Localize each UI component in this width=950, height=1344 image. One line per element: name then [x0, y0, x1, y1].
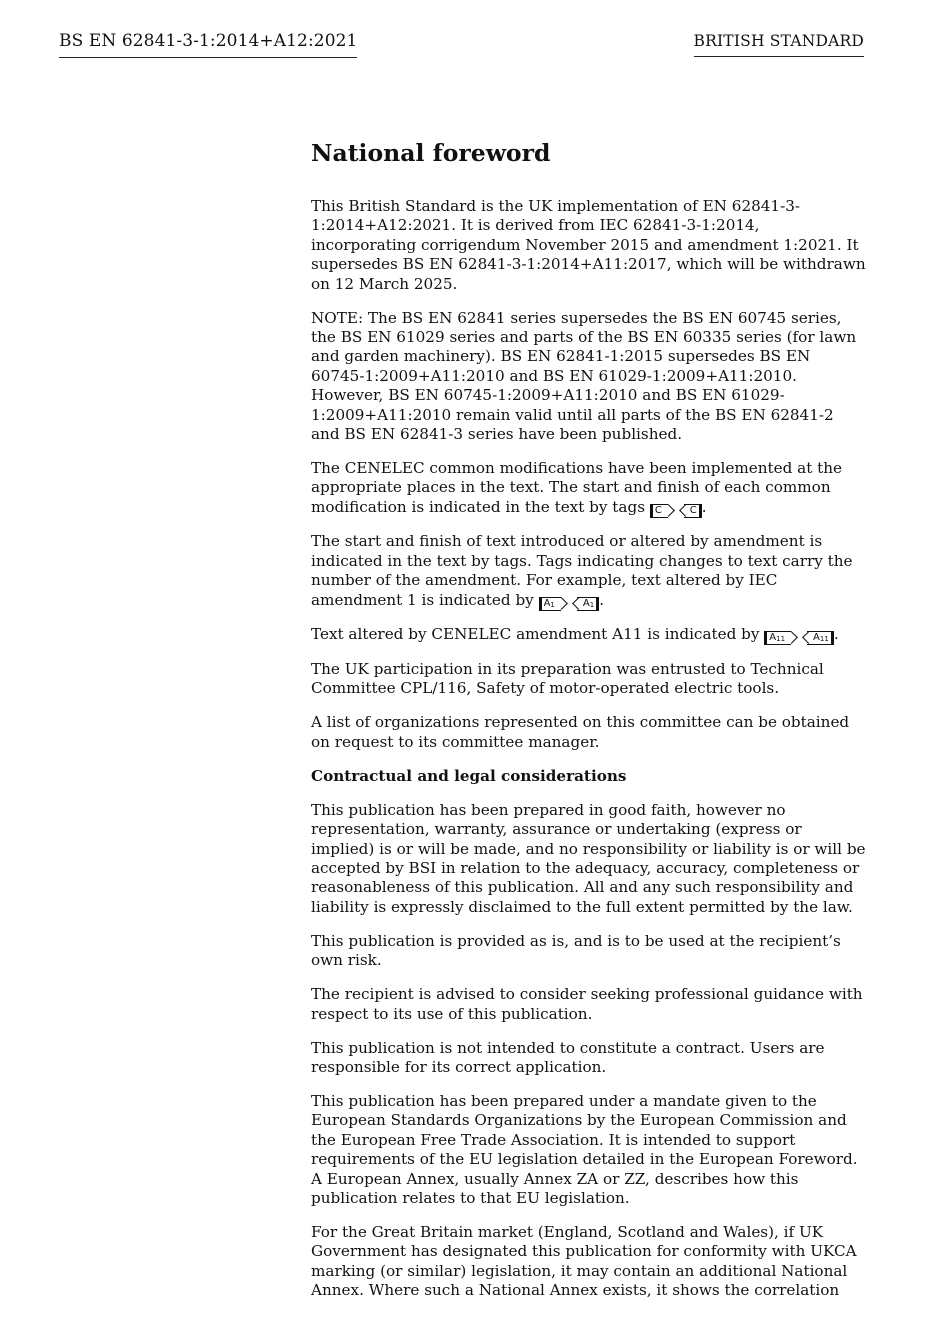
- amendment-a1-end-tag: $A_1$: [577, 597, 599, 611]
- paragraph-guidance: The recipient is advised to consider seeking professional guidance with respect to its use of this publication.: [311, 985, 863, 1023]
- paragraph-not-contract: This publication is not intended to constitute a contract. Users are responsible for its correct application.: [311, 1038, 825, 1076]
- paragraph-implementation: This British Standard is the UK implementation of EN 62841-3-1:2014+A12:2021. It is derived from IEC 62841-3-1:2014, incorporating corrigendum November 2015 and amendment 1:2021. It supersedes BS EN 62841-3-1:2014+A11:2017, which will be withdrawn on 12 March 2025.: [311, 197, 866, 293]
- paragraph-cenelec-modifications: The CENELEC common modifications have been implemented at the appropriate places in the text. The start and finish of each common modification is indicated in the text by tags C C .: [311, 459, 842, 516]
- header-document-id: BS EN 62841-3-1:2014+A12:2021: [59, 31, 357, 58]
- amendment-a1-start-tag: $A_1$: [539, 597, 561, 611]
- common-modification-start-tag: C: [650, 504, 668, 518]
- paragraph-note: NOTE: The BS EN 62841 series supersedes the BS EN 60745 series, the BS EN 61029 series and parts of the BS EN 60335 series (for lawn and garden machinery). BS EN 62841-1:2015 supersedes BS EN 60745-1:2009+A11:2010 and BS EN 61029-1:2009+A11:2010. However, BS EN 60745-1:2009+A11:2010 and BS EN 61029-1:2009+A11:2010 remain valid until all parts of the BS EN 62841-2 and BS EN 62841-3 series have been published.: [311, 308, 857, 444]
- paragraph-as-is: This publication is provided as is, and is to be used at the recipient’s own risk.: [311, 931, 841, 970]
- amendment-a11-start-tag: $A_{11}$: [764, 631, 791, 645]
- main-content: [311, 138, 867, 1315]
- paragraph-text: Text altered by CENELEC amendment A11 is indicated by: [311, 625, 760, 644]
- common-modification-end-tag: C: [684, 504, 702, 518]
- paragraph-committee-list: A list of organizations represented on this committee can be obtained on request to its committee manager.: [311, 713, 850, 751]
- paragraph-good-faith: This publication has been prepared in good faith, however no representation, warranty, assurance or undertaking (express or implied) is or will be made, and no responsibility or liability is or will be accepted by BSI in relation to the adequacy, accuracy, completeness or reasonableness of this publication. All and any such responsibility and liability is expressly disclaimed to the full extent permitted by the law.: [311, 800, 866, 916]
- paragraph-amendment-tags: The start and finish of text introduced or altered by amendment is indicated in the text by tags. Tags indicating changes to text carry the number of the amendment. For example, text altered by IEC amendment 1 is indicated by $A_1$ $A_1$ .: [311, 532, 853, 609]
- paragraph-gb-market: For the Great Britain market (England, Scotland and Wales), if UK Government has designated this publication for conformity with UKCA marking (or similar) legislation, it may contain an additional National Annex. Where such a National Annex exists, it shows the correlation: [311, 1222, 857, 1300]
- section-heading-contractual: Contractual and legal considerations: [311, 766, 627, 785]
- page-title: National foreword: [311, 139, 551, 167]
- header-document-type: BRITISH STANDARD: [694, 32, 865, 57]
- paragraph-mandate: This publication has been prepared under a mandate given to the European Standards Organizations by the European Commission and the European Free Trade Association. It is intended to support requirements of the EU legislation detailed in the European Foreword. A European Annex, usually Annex ZA or ZZ, describes how this publication relates to that EU legislation.: [311, 1091, 858, 1207]
- paragraph-text: The start and finish of text introduced or altered by amendment is indicated in the text by tags. Tags indicating changes to text carry the number of the amendment. For example, text altered by IEC amendment 1 is indicated by: [311, 532, 853, 609]
- paragraph-a11-tags: Text altered by CENELEC amendment A11 is indicated by $A_{11}$ $A_{11}$ .: [311, 625, 839, 644]
- paragraph-uk-participation: The UK participation in its preparation was entrusted to Technical Committee CPL/116, Safety of motor-operated electric tools.: [311, 659, 824, 698]
- amendment-a11-end-tag: $A_{11}$: [807, 631, 834, 645]
- paragraph-text: The CENELEC common modifications have been implemented at the appropriate places in the text. The start and finish of each common modification is indicated in the text by tags: [311, 459, 842, 516]
